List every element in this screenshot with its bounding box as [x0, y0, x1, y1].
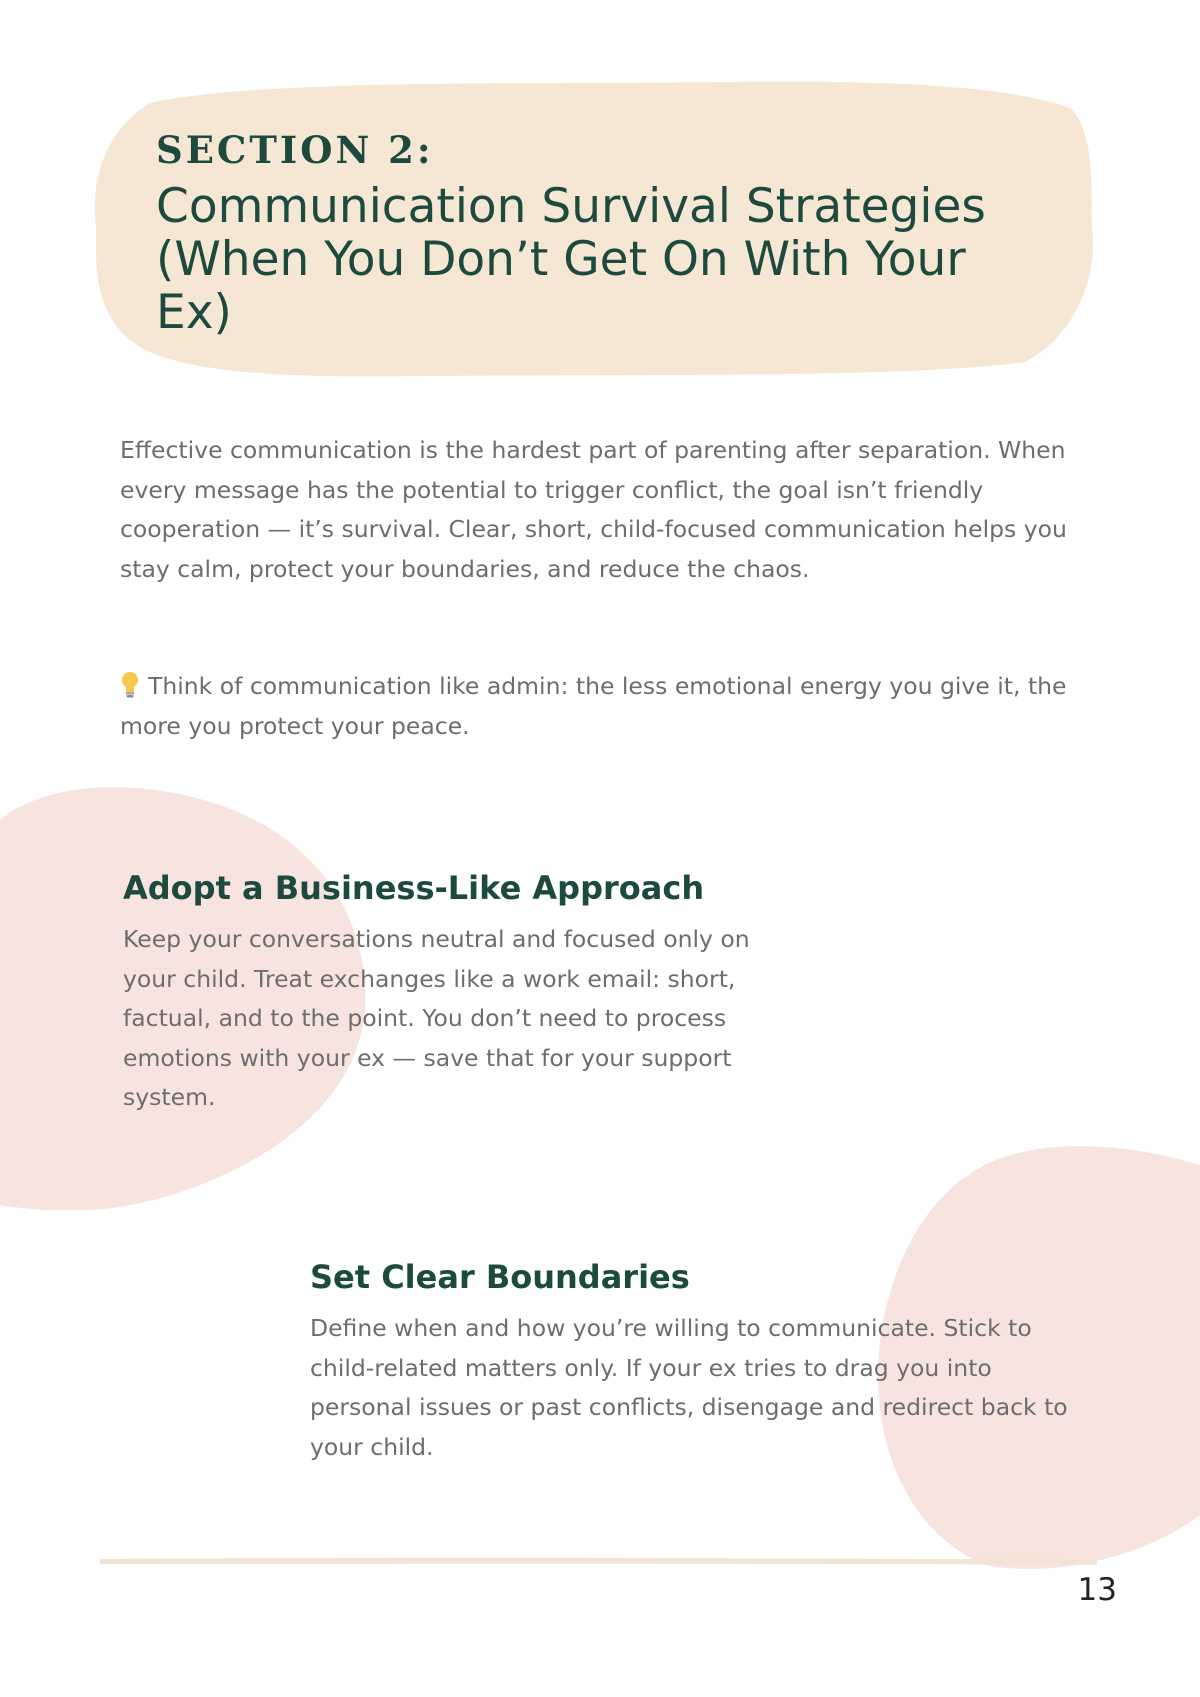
section-heading-clear-boundaries: Set Clear Boundaries	[310, 1258, 690, 1296]
section-heading-business-approach: Adopt a Business-Like Approach	[123, 869, 705, 907]
section-label: SECTION 2:	[156, 128, 434, 172]
page-number: 13	[1077, 1572, 1117, 1608]
footer-divider-stroke	[100, 1558, 1097, 1565]
page-title: Communication Survival Strategies (When You Don’t Get On With Your Ex)	[156, 179, 986, 340]
section-body-business-approach: Keep your conversations neutral and focused only on your child. Treat exchanges like a work email: short, factual, and to the point. You don’t need to process emotions with your ex — save that for your support system.	[123, 925, 750, 1111]
section-body-clear-boundaries: Define when and how you’re willing to communicate. Stick to child-related matters only. If your ex tries to drag you into personal issues or past conflicts, disengage and redirect back to your child.	[310, 1314, 1068, 1461]
lightbulb-icon	[120, 671, 140, 699]
footer-divider	[100, 1556, 1097, 1568]
tip-callout	[120, 667, 1080, 746]
intro-paragraph: Effective communication is the hardest part of parenting after separation. When every message has the potential to trigger conflict, the goal isn’t friendly cooperation — it’s survival. Clear, short, child-focused communication helps you stay calm, protect your boundaries, and reduce the chaos.	[120, 436, 1067, 583]
tip-text: Think of communication like admin: the less emotional energy you give it, the more you protect your peace.	[120, 672, 1067, 740]
